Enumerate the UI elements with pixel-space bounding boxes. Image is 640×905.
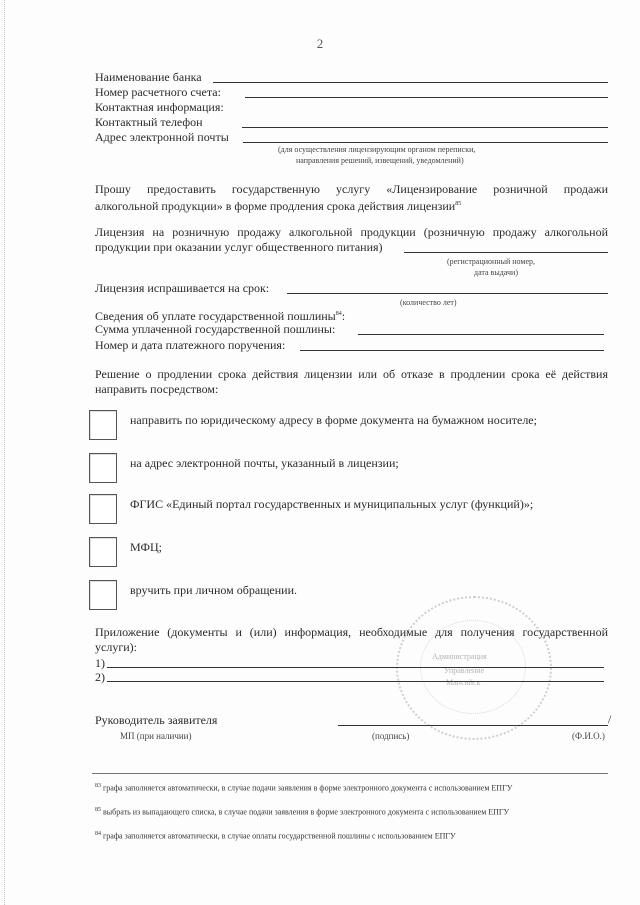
signature-slash: / (608, 712, 612, 726)
option-label-in-person: вручить при личном обращении. (130, 583, 298, 597)
term-label: Лицензия испрашивается на срок: (95, 281, 270, 295)
account-label: Номер расчетного счета: (95, 85, 221, 99)
option-label-legal-address: направить по юридическому адресу в форме документа на бумажном носителе; (130, 413, 537, 427)
reg-note-2: дата выдачи) (474, 268, 518, 277)
footnote-3-text: графа заполняется автоматически, в случае оплаты государственной пошлины с использованием ЕПГУ (103, 831, 456, 841)
phone-line[interactable] (242, 127, 608, 128)
option-label-email: на адрес электронной почты, указанный в лицензии; (130, 456, 399, 470)
contacts-label: Контактная информация: (95, 100, 224, 114)
sign-caption: (подпись) (372, 731, 410, 741)
mp-label: МП (при наличии) (120, 731, 192, 741)
request-footnote-mark: 85 (455, 201, 462, 207)
email-note-2: направления решений, извещений, уведомлений) (296, 156, 464, 165)
attachment-item-1-line[interactable] (107, 667, 604, 668)
fio-caption: (Ф.И.О.) (572, 731, 605, 741)
footnote-separator (92, 773, 608, 774)
license-reg-line[interactable] (404, 252, 608, 253)
request-line-2-text: алкогольной продукции» в форме продления срока действия лицензии (95, 199, 456, 213)
fee-label-text: Сведения об уплате государственной пошлины (95, 309, 336, 323)
footnote-2-text: выбрать из выпадающего списка, в случае подачи заявления в форме электронного документа с использованием ЕПГУ (103, 807, 510, 817)
payment-line[interactable] (300, 350, 604, 351)
option-label-epgu: ФГИС «Единый портал государственных и муниципальных услуг (функций)»; (130, 497, 534, 511)
phone-label: Контактный телефон (95, 115, 203, 129)
option-checkbox-legal-address[interactable] (89, 410, 117, 440)
footnote-3 (95, 829, 608, 842)
fee-sum-line[interactable] (358, 334, 604, 335)
request-line-2 (95, 197, 461, 213)
attachment-item-2-line[interactable] (107, 681, 604, 682)
signature-line[interactable] (338, 725, 608, 726)
fee-footnote-mark: 84 (335, 311, 342, 317)
stamp-text-3: Мансийск (446, 678, 481, 687)
footnote-1-text: графа заполняется автоматически, в случае подачи заявления в форме электронного документа с использованием ЕПГУ (103, 783, 513, 793)
term-note: (количество лет) (400, 298, 457, 307)
option-checkbox-mfc[interactable] (89, 537, 117, 567)
option-checkbox-epgu[interactable] (89, 494, 117, 524)
head-label: Руководитель заявителя (95, 713, 218, 727)
term-line[interactable] (287, 293, 608, 294)
stamp-text-1: Администрация (432, 652, 487, 661)
payment-label: Номер и дата платежного поручения: (95, 338, 286, 352)
option-checkbox-email[interactable] (89, 453, 117, 483)
footnote-2 (95, 805, 608, 818)
option-label-mfc: МФЦ; (130, 540, 162, 554)
footnote-2-mark: 85 (95, 807, 101, 813)
decision-line-2: направить посредством: (95, 382, 219, 396)
round-stamp (396, 596, 552, 740)
page-edge (4, 0, 6, 905)
email-label: Адрес электронной почты (95, 130, 229, 144)
fee-label: Сведения об уплате государственной пошлины$^{84}$: (95, 309, 346, 323)
account-line[interactable] (245, 97, 608, 98)
request-line-1: Прошу предоставить государственную услугу «Лицензирование розничной продажи (95, 182, 608, 196)
attachment-item-2-label: 2) (95, 670, 105, 684)
license-line-2: продукции при оказании услуг общественного питания) (95, 240, 383, 254)
license-line-1: Лицензия на розничную продажу алкогольной продукции (розничную продажу алкогольной (95, 225, 608, 239)
footnote-1 (95, 781, 608, 794)
fee-sum-label: Сумма уплаченной государственной пошлины: (95, 322, 336, 336)
reg-note-1: (регистрационный номер, (447, 257, 535, 266)
stamp-text-2: Управление (444, 666, 485, 675)
footnote-3-mark: 84 (95, 831, 101, 837)
footnote-1-mark: 83 (95, 783, 101, 789)
bank-name-label: Наименование банка (95, 70, 202, 84)
attachment-line-1: Приложение (документы и (или) информация, необходимые для получения государственной (95, 625, 608, 639)
attachment-item-1-label: 1) (95, 656, 105, 670)
email-note-1: (для осуществления лицензирующим органом переписки, (278, 145, 476, 154)
attachment-line-2: услуги): (95, 640, 137, 654)
page-number: 2 (316, 36, 324, 51)
option-checkbox-in-person[interactable] (89, 580, 117, 610)
decision-line-1: Решение о продлении срока действия лицензии или об отказе в продлении срока её действия (95, 367, 608, 381)
bank-name-line[interactable] (213, 82, 608, 83)
